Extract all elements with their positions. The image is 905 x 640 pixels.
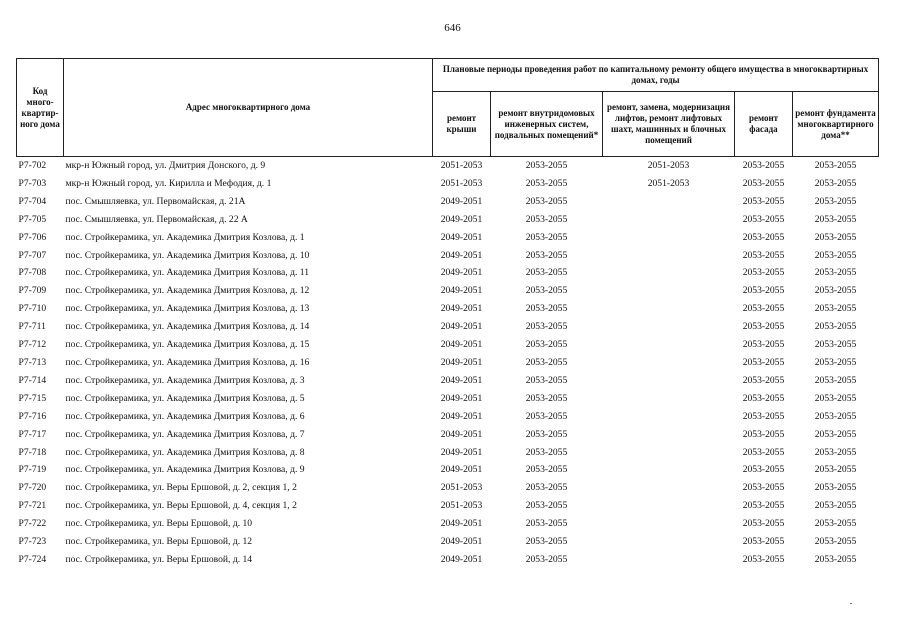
table-row: [17, 444, 879, 462]
cell-address: пос. Стройкерамика, ул. Академика Дмитрия Козлова, д. 6: [65, 410, 305, 422]
table-header: [17, 59, 879, 157]
cell-code: Р7-716: [18, 410, 47, 422]
cell-foundation: 2053-2055: [814, 285, 857, 297]
cell-utilities: 2053-2055: [525, 177, 568, 189]
cell-code: Р7-719: [18, 464, 47, 476]
cell-elevators: [603, 247, 735, 265]
cell-foundation: 2053-2055: [814, 410, 857, 422]
capital-repair-table: [16, 58, 879, 569]
cell-code: Р7-715: [18, 392, 47, 404]
cell-facade: 2053-2055: [742, 339, 785, 351]
cell-code: Р7-711: [18, 321, 46, 333]
cell-elevators: [603, 533, 735, 551]
table-row: [17, 193, 879, 211]
table-row: [17, 318, 879, 336]
cell-foundation: 2053-2055: [814, 374, 857, 386]
cell-elevators: 2051-2053: [647, 177, 690, 189]
cell-foundation: 2053-2055: [814, 553, 857, 565]
scan-speck: [850, 603, 852, 604]
cell-address: пос. Стройкерамика, ул. Академика Дмитрия Козлова, д. 11: [65, 267, 309, 279]
cell-roof: 2051-2053: [440, 482, 483, 494]
cell-utilities: 2053-2055: [525, 428, 568, 440]
cell-utilities: 2053-2055: [525, 553, 568, 565]
cell-address: мкр-н Южный город, ул. Кирилла и Мефодия, д. 1: [65, 177, 272, 189]
cell-code: Р7-703: [18, 177, 47, 189]
table-row: [17, 282, 879, 300]
cell-address: пос. Стройкерамика, ул. Академика Дмитрия Козлова, д. 9: [65, 464, 305, 476]
table-row: [17, 515, 879, 533]
table-row: [17, 408, 879, 426]
cell-facade: 2053-2055: [742, 482, 785, 494]
cell-foundation: 2053-2055: [814, 518, 857, 530]
cell-roof: 2049-2051: [440, 267, 483, 279]
table-row: [17, 211, 879, 229]
cell-utilities: 2053-2055: [525, 482, 568, 494]
cell-foundation: 2053-2055: [814, 339, 857, 351]
cell-address: мкр-н Южный город, ул. Дмитрия Донского, д. 9: [64, 157, 433, 175]
cell-elevators: [603, 390, 735, 408]
cell-facade: 2053-2055: [742, 553, 785, 565]
cell-roof: 2049-2051: [440, 285, 483, 297]
cell-code: Р7-717: [18, 428, 47, 440]
cell-utilities: 2053-2055: [525, 321, 568, 333]
cell-elevators: [603, 426, 735, 444]
cell-facade: 2053-2055: [742, 446, 785, 458]
cell-foundation: 2053-2055: [814, 321, 857, 333]
cell-foundation: 2053-2055: [814, 231, 857, 243]
cell-elevators: [603, 372, 735, 390]
cell-address: пос. Смышляевка, ул. Первомайская, д. 22 А: [65, 213, 248, 225]
cell-address: пос. Стройкерамика, ул. Академика Дмитрия Козлова, д. 8: [65, 446, 305, 458]
cell-roof: 2049-2051: [440, 518, 483, 530]
cell-address: пос. Стройкерамика, ул. Академика Дмитрия Козлова, д. 14: [65, 321, 310, 333]
cell-elevators: 2051-2053: [603, 157, 735, 175]
header-facade: ремонт фасада: [735, 92, 793, 157]
cell-roof: 2049-2051: [440, 339, 483, 351]
cell-roof: 2051-2053: [440, 500, 483, 512]
cell-roof: 2049-2051: [440, 356, 483, 368]
cell-elevators: [603, 444, 735, 462]
table-row: [17, 247, 879, 265]
cell-facade: 2053-2055: [742, 303, 785, 315]
cell-elevators: [603, 300, 735, 318]
cell-facade: 2053-2055: [742, 249, 785, 261]
cell-elevators: [603, 264, 735, 282]
cell-roof: 2049-2051: [440, 213, 483, 225]
header-code: Код много-квартир-ного дома: [17, 59, 64, 157]
cell-utilities: 2053-2055: [525, 518, 568, 530]
cell-roof: 2049-2051: [440, 321, 483, 333]
cell-foundation: 2053-2055: [814, 482, 857, 494]
cell-elevators: [603, 515, 735, 533]
cell-code: Р7-710: [18, 303, 47, 315]
table-row: [17, 461, 879, 479]
cell-facade: 2053-2055: [742, 267, 785, 279]
cell-roof: 2049-2051: [440, 410, 483, 422]
cell-facade: 2053-2055: [742, 428, 785, 440]
cell-facade: 2053-2055: [742, 410, 785, 422]
cell-utilities: 2053-2055: [525, 339, 568, 351]
cell-elevators: [603, 282, 735, 300]
cell-facade: 2053-2055: [742, 392, 785, 404]
cell-facade: 2053-2055: [742, 518, 785, 530]
cell-elevators: [603, 318, 735, 336]
cell-foundation: 2053-2055: [814, 356, 857, 368]
cell-foundation: 2053-2055: [814, 536, 857, 548]
cell-facade: 2053-2055: [735, 157, 793, 175]
cell-roof: 2049-2051: [440, 464, 483, 476]
cell-facade: 2053-2055: [742, 356, 785, 368]
cell-roof: 2049-2051: [440, 231, 483, 243]
cell-foundation: 2053-2055: [814, 249, 857, 261]
cell-roof: 2049-2051: [440, 374, 483, 386]
table-row: [17, 354, 879, 372]
cell-elevators: [603, 354, 735, 372]
cell-address: пос. Стройкерамика, ул. Академика Дмитрия Козлова, д. 16: [65, 356, 310, 368]
table-body: [17, 157, 879, 569]
cell-foundation: 2053-2055: [814, 428, 857, 440]
cell-elevators: [603, 497, 735, 515]
cell-code: Р7-712: [18, 339, 47, 351]
cell-roof: 2049-2051: [440, 249, 483, 261]
cell-facade: 2053-2055: [742, 536, 785, 548]
cell-code: Р7-720: [18, 482, 47, 494]
cell-code: Р7-714: [18, 374, 47, 386]
cell-utilities: 2053-2055: [525, 410, 568, 422]
cell-code: Р7-702: [17, 157, 64, 175]
cell-code: Р7-706: [18, 231, 47, 243]
cell-utilities: 2053-2055: [525, 267, 568, 279]
cell-utilities: 2053-2055: [525, 231, 568, 243]
cell-roof: 2049-2051: [440, 536, 483, 548]
cell-address: пос. Стройкерамика, ул. Веры Ершовой, д. 10: [65, 518, 253, 530]
cell-code: Р7-722: [18, 518, 47, 530]
cell-roof: 2049-2051: [440, 392, 483, 404]
header-elevators: ремонт, замена, модернизация лифтов, ремонт лифтовых шахт, машинных и блочных помещений: [603, 92, 735, 157]
table-row: [17, 533, 879, 551]
cell-foundation: 2053-2055: [814, 213, 857, 225]
cell-foundation: 2053-2055: [814, 446, 857, 458]
cell-address: пос. Стройкерамика, ул. Веры Ершовой, д. 4, секция 1, 2: [65, 500, 297, 512]
cell-address: пос. Стройкерамика, ул. Академика Дмитрия Козлова, д. 7: [65, 428, 305, 440]
table-row: [17, 175, 879, 193]
cell-roof: 2049-2051: [440, 303, 483, 315]
cell-foundation: 2053-2055: [814, 177, 857, 189]
cell-address: пос. Стройкерамика, ул. Академика Дмитрия Козлова, д. 15: [65, 339, 310, 351]
cell-address: пос. Стройкерамика, ул. Академика Дмитрия Козлова, д. 5: [65, 392, 305, 404]
cell-address: пос. Стройкерамика, ул. Веры Ершовой, д. 14: [65, 553, 253, 565]
table-row: [17, 372, 879, 390]
cell-elevators: [603, 336, 735, 354]
cell-code: Р7-721: [18, 500, 47, 512]
header-utilities: ремонт внутридомовых инженерных систем, подвальных помещений*: [491, 92, 603, 157]
cell-code: Р7-707: [18, 249, 47, 261]
cell-foundation: 2053-2055: [814, 392, 857, 404]
cell-elevators: [603, 461, 735, 479]
table-row: [17, 479, 879, 497]
cell-facade: 2053-2055: [742, 374, 785, 386]
cell-facade: 2053-2055: [742, 213, 785, 225]
cell-utilities: 2053-2055: [491, 157, 603, 175]
cell-roof: 2049-2051: [440, 446, 483, 458]
table-row: [17, 264, 879, 282]
header-address: Адрес многоквартирного дома: [64, 59, 433, 157]
table-row: [17, 390, 879, 408]
cell-utilities: 2053-2055: [525, 213, 568, 225]
cell-facade: 2053-2055: [742, 231, 785, 243]
cell-utilities: 2053-2055: [525, 285, 568, 297]
cell-utilities: 2053-2055: [525, 249, 568, 261]
cell-elevators: [603, 229, 735, 247]
cell-address: пос. Смышляевка, ул. Первомайская, д. 21А: [65, 195, 246, 207]
cell-elevators: [603, 479, 735, 497]
table-row: [17, 551, 879, 569]
cell-utilities: 2053-2055: [525, 374, 568, 386]
cell-facade: 2053-2055: [742, 500, 785, 512]
cell-utilities: 2053-2055: [525, 500, 568, 512]
cell-address: пос. Стройкерамика, ул. Академика Дмитрия Козлова, д. 13: [65, 303, 310, 315]
cell-utilities: 2053-2055: [525, 392, 568, 404]
cell-foundation: 2053-2055: [814, 195, 857, 207]
cell-utilities: 2053-2055: [525, 303, 568, 315]
cell-elevators: [603, 193, 735, 211]
cell-code: Р7-718: [18, 446, 47, 458]
page-number: 646: [444, 22, 461, 34]
cell-facade: 2053-2055: [742, 464, 785, 476]
cell-facade: 2053-2055: [742, 321, 785, 333]
cell-code: Р7-713: [18, 356, 47, 368]
table-row: [17, 336, 879, 354]
table-row: [17, 300, 879, 318]
cell-roof: 2049-2051: [440, 553, 483, 565]
cell-utilities: 2053-2055: [525, 536, 568, 548]
cell-address: пос. Стройкерамика, ул. Академика Дмитрия Козлова, д. 10: [65, 249, 310, 261]
table-row: [17, 426, 879, 444]
cell-foundation: 2053-2055: [814, 464, 857, 476]
cell-foundation: 2053-2055: [793, 157, 879, 175]
cell-facade: 2053-2055: [742, 195, 785, 207]
cell-code: Р7-724: [18, 553, 47, 565]
cell-code: Р7-709: [18, 285, 47, 297]
cell-elevators: [603, 211, 735, 229]
cell-address: пос. Стройкерамика, ул. Академика Дмитрия Козлова, д. 12: [65, 285, 310, 297]
cell-code: Р7-723: [18, 536, 47, 548]
cell-code: Р7-708: [18, 267, 47, 279]
cell-roof: 2051-2053: [440, 177, 483, 189]
cell-utilities: 2053-2055: [525, 195, 568, 207]
cell-roof: 2049-2051: [440, 195, 483, 207]
cell-facade: 2053-2055: [742, 177, 785, 189]
cell-code: Р7-705: [18, 213, 47, 225]
cell-utilities: 2053-2055: [525, 356, 568, 368]
table-row: [17, 497, 879, 515]
cell-roof: 2051-2053: [433, 157, 491, 175]
table-row: [17, 229, 879, 247]
cell-roof: 2049-2051: [440, 428, 483, 440]
cell-address: пос. Стройкерамика, ул. Веры Ершовой, д. 12: [65, 536, 253, 548]
cell-foundation: 2053-2055: [814, 303, 857, 315]
cell-address: пос. Стройкерамика, ул. Академика Дмитрия Козлова, д. 1: [65, 231, 305, 243]
cell-utilities: 2053-2055: [525, 446, 568, 458]
cell-facade: 2053-2055: [742, 285, 785, 297]
header-periods-group: Плановые периоды проведения работ по капитальному ремонту общего имущества в многоквартирных домах, годы: [433, 59, 879, 92]
cell-address: пос. Стройкерамика, ул. Академика Дмитрия Козлова, д. 3: [65, 374, 305, 386]
header-foundation: ремонт фундамента многоквартирного дома**: [793, 92, 879, 157]
cell-elevators: [603, 551, 735, 569]
cell-elevators: [603, 408, 735, 426]
cell-address: пос. Стройкерамика, ул. Веры Ершовой, д. 2, секция 1, 2: [65, 482, 297, 494]
table-row: [17, 157, 879, 175]
cell-foundation: 2053-2055: [814, 267, 857, 279]
cell-code: Р7-704: [18, 195, 47, 207]
header-roof: ремонт крыши: [433, 92, 491, 157]
cell-foundation: 2053-2055: [814, 500, 857, 512]
cell-utilities: 2053-2055: [525, 464, 568, 476]
